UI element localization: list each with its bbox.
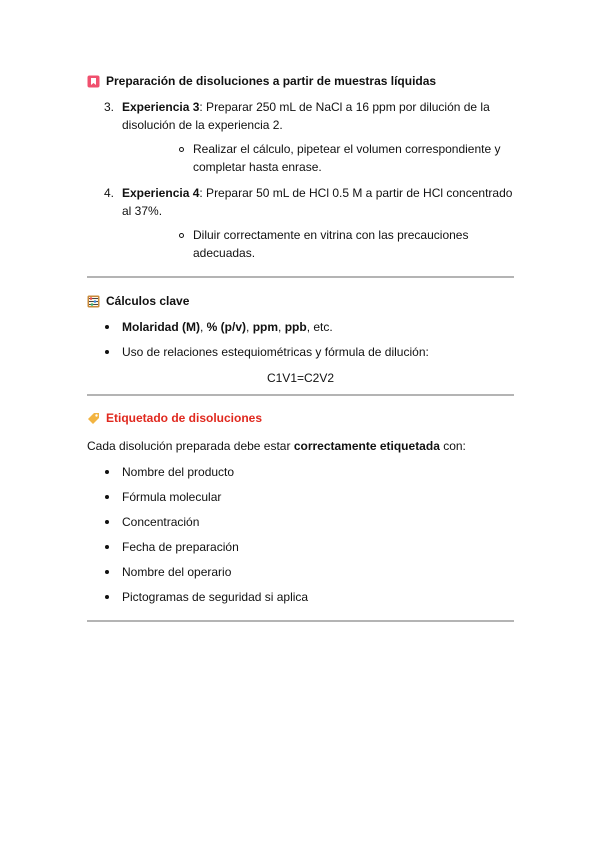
list-item: Uso de relaciones estequiométricas y fórmula de dilución: <box>87 343 514 361</box>
intro-text-end: con: <box>439 439 466 453</box>
sub-list-item: Realizar el cálculo, pipetear el volumen correspondiente y completar hasta enrase. <box>122 140 514 176</box>
list-item <box>87 318 514 336</box>
list-item <box>87 98 514 176</box>
label-tag-icon <box>87 412 100 425</box>
list-item: Concentración <box>87 513 514 531</box>
section-title: Cálculos clave <box>106 294 190 308</box>
separator: , <box>278 320 285 334</box>
intro-emphasis: correctamente etiquetada <box>293 439 440 453</box>
dilution-formula: C1V1=C2V2 <box>266 371 335 385</box>
list-item: Nombre del producto <box>87 463 514 481</box>
sub-list-item: Diluir correctamente en vitrina con las precauciones adecuadas. <box>122 226 514 262</box>
separator: , <box>200 320 207 334</box>
section-heading-etiquetado <box>87 409 514 427</box>
item-number: 4. <box>104 186 115 200</box>
horizontal-rule <box>87 620 514 622</box>
key-calculations-list <box>87 318 514 361</box>
term-ppm: ppm <box>252 320 279 334</box>
list-item <box>87 184 514 262</box>
item-text: : Preparar 50 mL de HCl 0.5 M a partir de HCl concentrado al 37%. <box>122 186 513 218</box>
section-heading-calculos <box>87 292 514 310</box>
intro-text: Cada disolución preparada debe estar <box>87 439 294 453</box>
list-item: Pictogramas de seguridad si aplica <box>87 588 514 606</box>
label-requirements-list <box>87 463 514 606</box>
separator: , <box>246 320 253 334</box>
item-label: Experiencia 4 <box>122 186 200 200</box>
section-heading-preparacion <box>87 72 514 90</box>
item-label: Experiencia 3 <box>122 100 200 114</box>
experience-list <box>87 98 514 262</box>
horizontal-rule <box>87 276 514 278</box>
sub-list <box>122 140 514 176</box>
bookmark-tabs-icon <box>87 75 100 88</box>
item-text: : Preparar 250 mL de NaCl a 16 ppm por dilución de la disolución de la experiencia 2. <box>122 100 490 132</box>
list-item: Fórmula molecular <box>87 488 514 506</box>
sub-list <box>122 226 514 262</box>
item-number: 3. <box>104 100 115 114</box>
section-title: Preparación de disoluciones a partir de muestras líquidas <box>106 74 437 88</box>
horizontal-rule <box>87 394 514 396</box>
section-title: Etiquetado de disoluciones <box>106 411 263 425</box>
intro-paragraph <box>87 437 514 455</box>
term-pv: % (p/v) <box>206 320 247 334</box>
term-molaridad: Molaridad (M) <box>122 320 200 334</box>
trailing-text: , etc. <box>306 320 333 334</box>
term-ppb: ppb <box>284 320 307 334</box>
abacus-icon <box>87 295 100 308</box>
list-item: Nombre del operario <box>87 563 514 581</box>
list-item: Fecha de preparación <box>87 538 514 556</box>
document-page <box>87 72 514 622</box>
